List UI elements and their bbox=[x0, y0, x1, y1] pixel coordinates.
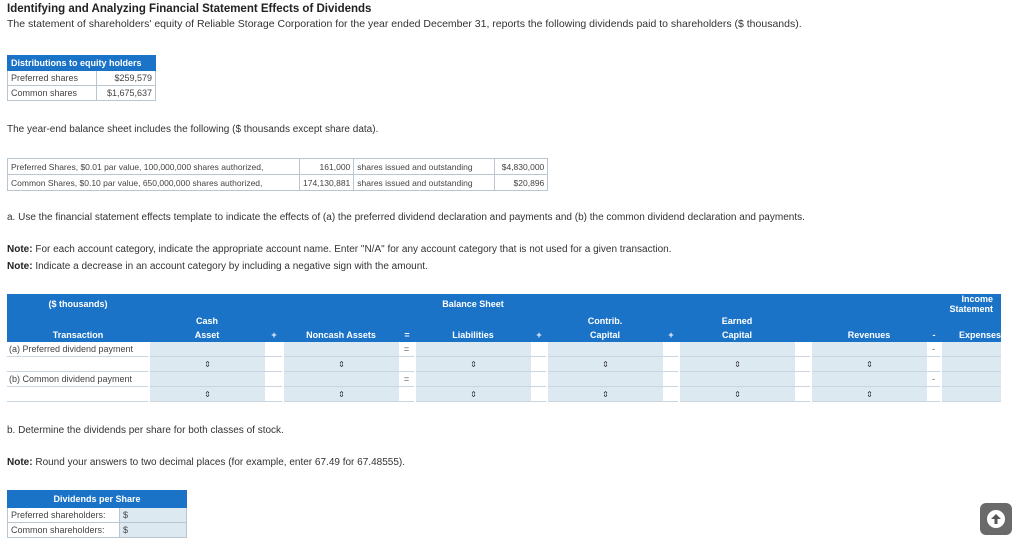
row-desc: Preferred Shares, $0.01 par value, 100,000,000 shares authorized, bbox=[8, 159, 300, 175]
currency-symbol: $ bbox=[123, 510, 129, 520]
note-text: Indicate a decrease in an account category by including a negative sign with the amount. bbox=[32, 261, 428, 272]
note-label: Note: bbox=[7, 244, 33, 255]
income-statement-heading: Income Statement bbox=[927, 294, 1001, 314]
distributions-table bbox=[7, 55, 156, 101]
revenues-account-select[interactable] bbox=[811, 357, 927, 372]
note-negative-sign bbox=[7, 261, 428, 272]
preferred-dps-input[interactable] bbox=[120, 508, 187, 523]
dropdown-arrow-icon: ⇕ bbox=[204, 389, 211, 399]
currency-symbol: $ bbox=[123, 525, 129, 535]
revenues-amount-input[interactable] bbox=[811, 372, 927, 387]
dropdown-arrow-icon: ⇕ bbox=[470, 359, 477, 369]
row-label: Common shares bbox=[8, 86, 97, 101]
row-value: $259,579 bbox=[97, 71, 156, 86]
dropdown-arrow-icon: ⇕ bbox=[602, 389, 609, 399]
table-row bbox=[8, 508, 187, 523]
dropdown-arrow-icon: ⇕ bbox=[866, 359, 873, 369]
noncash-account-select[interactable] bbox=[283, 357, 399, 372]
contrib-capital-amount-input[interactable] bbox=[547, 372, 663, 387]
cash-account-select[interactable] bbox=[149, 357, 265, 372]
earned-capital-amount-input[interactable] bbox=[679, 372, 795, 387]
expenses-amount-input[interactable] bbox=[941, 372, 1001, 387]
plus-operator: + bbox=[531, 328, 547, 342]
table-row bbox=[7, 342, 1001, 357]
transaction-label: (b) Common dividend payment bbox=[7, 372, 149, 387]
revenues-account-select[interactable] bbox=[811, 387, 927, 402]
arrow-up-icon bbox=[987, 510, 1005, 528]
dropdown-arrow-icon: ⇕ bbox=[866, 389, 873, 399]
financial-statement-effects-template bbox=[7, 294, 1001, 402]
dropdown-arrow-icon: ⇕ bbox=[470, 389, 477, 399]
contrib-capital-account-select[interactable] bbox=[547, 387, 663, 402]
row-amount: $4,830,000 bbox=[495, 159, 548, 175]
row-label: Preferred shares bbox=[8, 71, 97, 86]
plus-operator: + bbox=[265, 328, 283, 342]
note-label: Note: bbox=[7, 261, 33, 272]
part-b-text: b. Determine the dividends per share for both classes of stock. bbox=[7, 425, 284, 436]
row-status: shares issued and outstanding bbox=[354, 175, 495, 191]
earned-heading-1: Earned bbox=[679, 314, 795, 328]
transaction-heading: Transaction bbox=[7, 328, 149, 342]
balance-intro: The year-end balance sheet includes the following ($ thousands except share data). bbox=[7, 124, 379, 135]
expenses-account-select[interactable] bbox=[941, 387, 1001, 402]
row-value: $1,675,637 bbox=[97, 86, 156, 101]
dropdown-arrow-icon: ⇕ bbox=[602, 359, 609, 369]
table-row bbox=[8, 159, 548, 175]
note-text: For each account category, indicate the appropriate account name. Enter "N/A" for any account category that is not used for a given transaction. bbox=[32, 244, 672, 255]
dropdown-arrow-icon: ⇕ bbox=[338, 359, 345, 369]
row-shares: 174,130,881 bbox=[300, 175, 354, 191]
scroll-to-top-button[interactable] bbox=[980, 503, 1012, 535]
earned-capital-amount-input[interactable] bbox=[679, 342, 795, 357]
plus-operator: + bbox=[663, 328, 679, 342]
row-label: Common shareholders: bbox=[8, 523, 120, 538]
liabilities-account-select[interactable] bbox=[415, 387, 531, 402]
revenues-heading: Revenues bbox=[811, 328, 927, 342]
table-row bbox=[7, 357, 1001, 372]
note-text: Round your answers to two decimal places (for example, enter 67.49 for 67.48555). bbox=[32, 457, 405, 468]
table-row bbox=[8, 523, 187, 538]
balance-sheet-heading: Balance Sheet bbox=[415, 294, 531, 314]
noncash-amount-input[interactable] bbox=[283, 372, 399, 387]
row-amount: $20,896 bbox=[495, 175, 548, 191]
distributions-heading: Distributions to equity holders bbox=[8, 56, 156, 71]
expenses-amount-input[interactable] bbox=[941, 342, 1001, 357]
equals-operator: = bbox=[399, 372, 415, 387]
table-row bbox=[7, 387, 1001, 402]
dropdown-arrow-icon: ⇕ bbox=[734, 359, 741, 369]
contrib-capital-amount-input[interactable] bbox=[547, 342, 663, 357]
page-title: Identifying and Analyzing Financial Statement Effects of Dividends bbox=[7, 3, 372, 15]
row-desc: Common Shares, $0.10 par value, 650,000,000 shares authorized, bbox=[8, 175, 300, 191]
expenses-account-select[interactable] bbox=[941, 357, 1001, 372]
dividends-per-share-table bbox=[7, 490, 187, 538]
units-label: ($ thousands) bbox=[7, 294, 149, 314]
earned-capital-account-select[interactable] bbox=[679, 387, 795, 402]
row-shares: 161,000 bbox=[300, 159, 354, 175]
balance-sheet-table bbox=[7, 158, 548, 191]
cash-asset-amount-input[interactable] bbox=[149, 372, 265, 387]
liabilities-amount-input[interactable] bbox=[415, 372, 531, 387]
dps-heading: Dividends per Share bbox=[8, 491, 187, 508]
cash-account-select[interactable] bbox=[149, 387, 265, 402]
noncash-assets-heading: Noncash Assets bbox=[283, 328, 399, 342]
intro-text: The statement of shareholders' equity of Reliable Storage Corporation for the year ended December 31, reports the following dividends paid to shareholders ($ thousands). bbox=[7, 18, 802, 30]
dropdown-arrow-icon: ⇕ bbox=[338, 389, 345, 399]
minus-operator: - bbox=[927, 342, 941, 357]
liabilities-amount-input[interactable] bbox=[415, 342, 531, 357]
row-status: shares issued and outstanding bbox=[354, 159, 495, 175]
table-row bbox=[7, 372, 1001, 387]
cash-asset-heading-1: Cash bbox=[149, 314, 265, 328]
earned-capital-account-select[interactable] bbox=[679, 357, 795, 372]
contrib-heading-1: Contrib. bbox=[547, 314, 663, 328]
cash-asset-amount-input[interactable] bbox=[149, 342, 265, 357]
noncash-amount-input[interactable] bbox=[283, 342, 399, 357]
contrib-capital-account-select[interactable] bbox=[547, 357, 663, 372]
common-dps-input[interactable] bbox=[120, 523, 187, 538]
contrib-heading-2: Capital bbox=[547, 328, 663, 342]
liabilities-account-select[interactable] bbox=[415, 357, 531, 372]
minus-operator: - bbox=[927, 372, 941, 387]
table-row bbox=[8, 175, 548, 191]
equals-operator: = bbox=[399, 342, 415, 357]
transaction-label: (a) Preferred dividend payment bbox=[7, 342, 149, 357]
part-a-text: a. Use the financial statement effects template to indicate the effects of (a) the preferred dividend declaration and payments and (b) the common dividend declaration and payments. bbox=[7, 212, 805, 223]
minus-operator: - bbox=[927, 328, 941, 342]
expenses-heading: Expenses bbox=[941, 328, 1001, 342]
liabilities-heading: Liabilities bbox=[415, 328, 531, 342]
arrow-up-glyph bbox=[987, 510, 1005, 528]
revenues-amount-input[interactable] bbox=[811, 342, 927, 357]
row-label: Preferred shareholders: bbox=[8, 508, 120, 523]
dropdown-arrow-icon: ⇕ bbox=[734, 389, 741, 399]
table-row bbox=[8, 71, 156, 86]
earned-heading-2: Capital bbox=[679, 328, 795, 342]
noncash-account-select[interactable] bbox=[283, 387, 399, 402]
dropdown-arrow-icon: ⇕ bbox=[204, 359, 211, 369]
equals-operator: = bbox=[399, 328, 415, 342]
note-label: Note: bbox=[7, 457, 33, 468]
table-row bbox=[8, 86, 156, 101]
cash-asset-heading-2: Asset bbox=[149, 328, 265, 342]
note-rounding bbox=[7, 457, 405, 468]
note-account-name bbox=[7, 244, 672, 255]
